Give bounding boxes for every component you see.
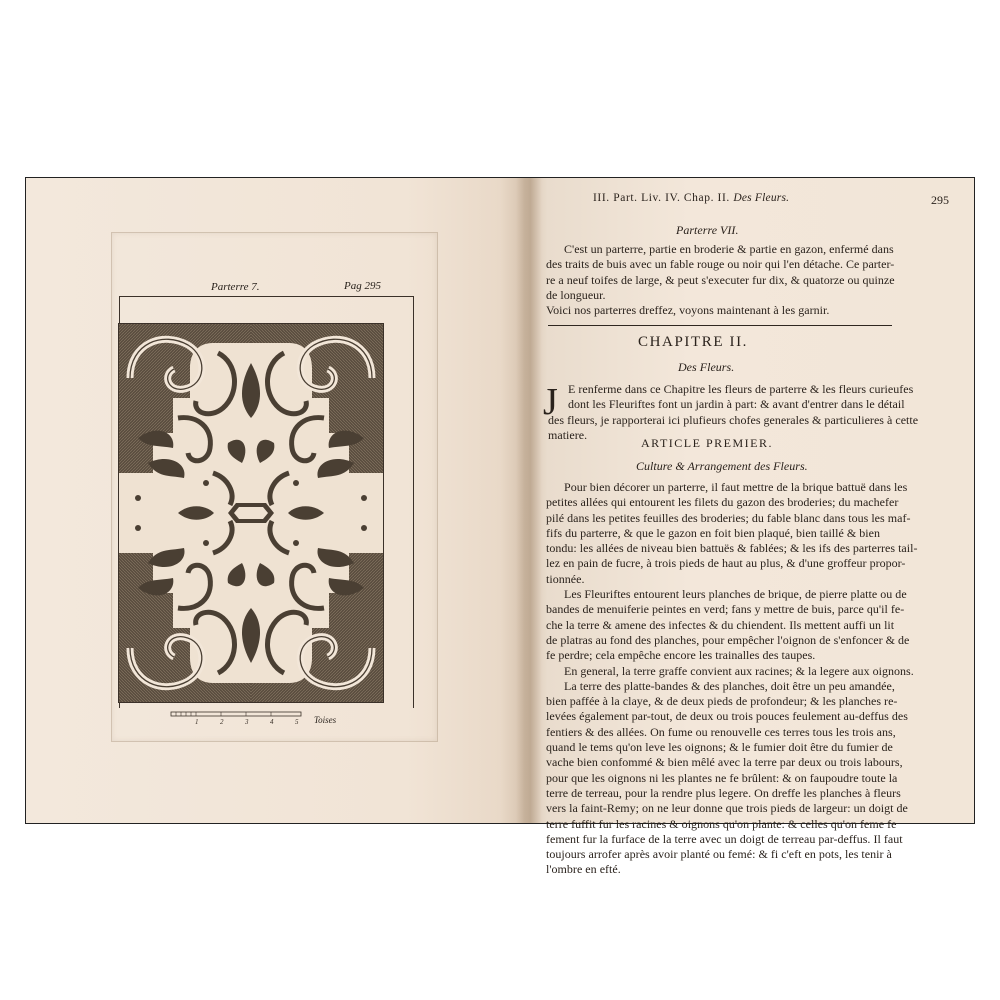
text-line: toujours arrofer après avoir planté ou femé: & fi c'eft en pots, les tenir à	[546, 847, 892, 862]
scale-label: Toises	[314, 715, 337, 725]
running-head-italic: Des Fleurs.	[733, 192, 790, 204]
text-line: La terre des platte-bandes & des planches, doit être un peu amandée,	[564, 678, 895, 693]
text-line: re a neuf toifes de large, & peut s'executer fur dix, & quatorze ou quinze	[546, 272, 895, 287]
text-line: terre de terreau, pour la rendre plus legere. On dreffe les planches à fleurs	[546, 785, 901, 800]
text-line: matiere.	[548, 427, 588, 442]
text-line: fement fur la furface de la terre avec un doigt de terreau par-deffus. Il faut	[546, 831, 903, 846]
text-line: des traits de buis avec un fable rouge ou noir qui l'en détache. Ce parter-	[546, 257, 895, 272]
scale-number: 4	[270, 718, 274, 726]
scale-bar	[171, 710, 301, 726]
text-line: tondu: les allées de niveau bien battuës & fablées; & les ifs des parterres tail-	[546, 541, 918, 556]
text-line: terre fuffit fur les racines & oignons qu'on plante: & celles qu'on feme fe	[546, 816, 897, 831]
text-line: fentiers & des allées. On fume ou renouvelle ces terres tous les trois ans,	[546, 724, 896, 739]
text-line: pilé dans les petites feuilles des broderies; du fable blanc dans tous les maf-	[546, 510, 911, 525]
text-line: fe perdre; cela empêche encore les trainalles des taupes.	[546, 648, 816, 663]
text-line: fifs du parterre, & que le gazon en foit bien plaqué, bien taillé & bien	[546, 525, 880, 540]
paragraph-culture	[546, 480, 918, 878]
page-number: 295	[931, 193, 949, 207]
section-title: Parterre VII.	[676, 223, 739, 237]
text-line: Voici nos parterres dreffez, voyons maintenant à les garnir.	[546, 303, 830, 318]
text-line: de platras au fond des planches, pour empêcher l'oignon de s'enfoncer & de	[546, 632, 910, 647]
text-line: lez en pain de fucre, à trois pieds de haut au plus, & d'une groffeur propor-	[546, 556, 906, 571]
open-book	[25, 177, 975, 877]
parterre-engraving	[118, 323, 384, 703]
plate-page-ref: Pag 295	[344, 280, 381, 292]
text-line: pour que les oignons ni les plantes ne fe brûlent: & on faupoudre toute la	[546, 770, 898, 785]
running-head	[593, 191, 789, 206]
scale-number: 1	[195, 718, 199, 726]
text-line: levées également par-tout, de deux ou trois pouces feulement au-deffus des	[546, 709, 908, 724]
text-line: petites allées qui entourent les filets du gazon des broderies; du machefer	[546, 495, 899, 510]
text-line: bien paffée à la claye, & de deux pieds de profondeur; & les planches re-	[546, 694, 898, 709]
scale-number: 3	[245, 718, 249, 726]
scale-number: 2	[220, 718, 224, 726]
text-line: dont les Fleuriftes font un jardin à part: & avant d'entrer dans le détail	[568, 397, 905, 412]
text-line: tionnée.	[546, 571, 585, 586]
chapter-subtitle: Des Fleurs.	[678, 360, 735, 374]
plate-title: Parterre 7.	[211, 281, 260, 293]
text-line: En general, la terre graffe convient aux racines; & la legere aux oignons.	[564, 663, 914, 678]
text-line: vers la faint-Remy; on ne leur donne que trois pieds de largeur: un doigt de	[546, 801, 908, 816]
text-line: C'est un parterre, partie en broderie & partie en gazon, enfermé dans	[564, 242, 894, 256]
text-line: Pour bien décorer un parterre, il faut mettre de la brique battuë dans les	[564, 480, 908, 494]
text-line: des fleurs, je rapporterai ici plufieurs chofes generales & particulieres à cette	[548, 412, 919, 427]
text-line: bandes de menuiferie peintes en verd; fans y mettre de buis, parce qu'il fe-	[546, 602, 905, 617]
article-title: ARTICLE PREMIER.	[641, 436, 773, 450]
running-head-text: III. Part. Liv. IV. Chap. II.	[593, 192, 730, 204]
text-line: che la terre & amene des infectes & du chiendent. Ils mettent auffi un lit	[546, 617, 895, 632]
drop-cap: J	[543, 381, 558, 423]
text-line: vache bien confommé & bien mêlé avec la terre par deux ou trois labours,	[546, 755, 903, 770]
chapter-title: CHAPITRE II.	[638, 334, 749, 350]
scale-number: 5	[295, 718, 299, 726]
text-line: de longueur.	[546, 287, 606, 302]
text-line: Les Fleuriftes entourent leurs planches de brique, de pierre platte ou de	[564, 587, 907, 602]
text-line: l'ombre en efté.	[546, 862, 621, 877]
paragraph-chapter-intro	[548, 382, 918, 443]
article-subtitle: Culture & Arrangement des Fleurs.	[636, 459, 808, 473]
section-divider	[548, 325, 892, 326]
book-gutter	[516, 178, 542, 823]
text-line: E renferme dans ce Chapitre les fleurs de parterre & les fleurs curieufes	[568, 382, 914, 396]
text-line: quand le tems qu'on leve les oignons; & le fumier doit être du fumier de	[546, 740, 893, 755]
paragraph-parterre-vii	[546, 242, 936, 318]
